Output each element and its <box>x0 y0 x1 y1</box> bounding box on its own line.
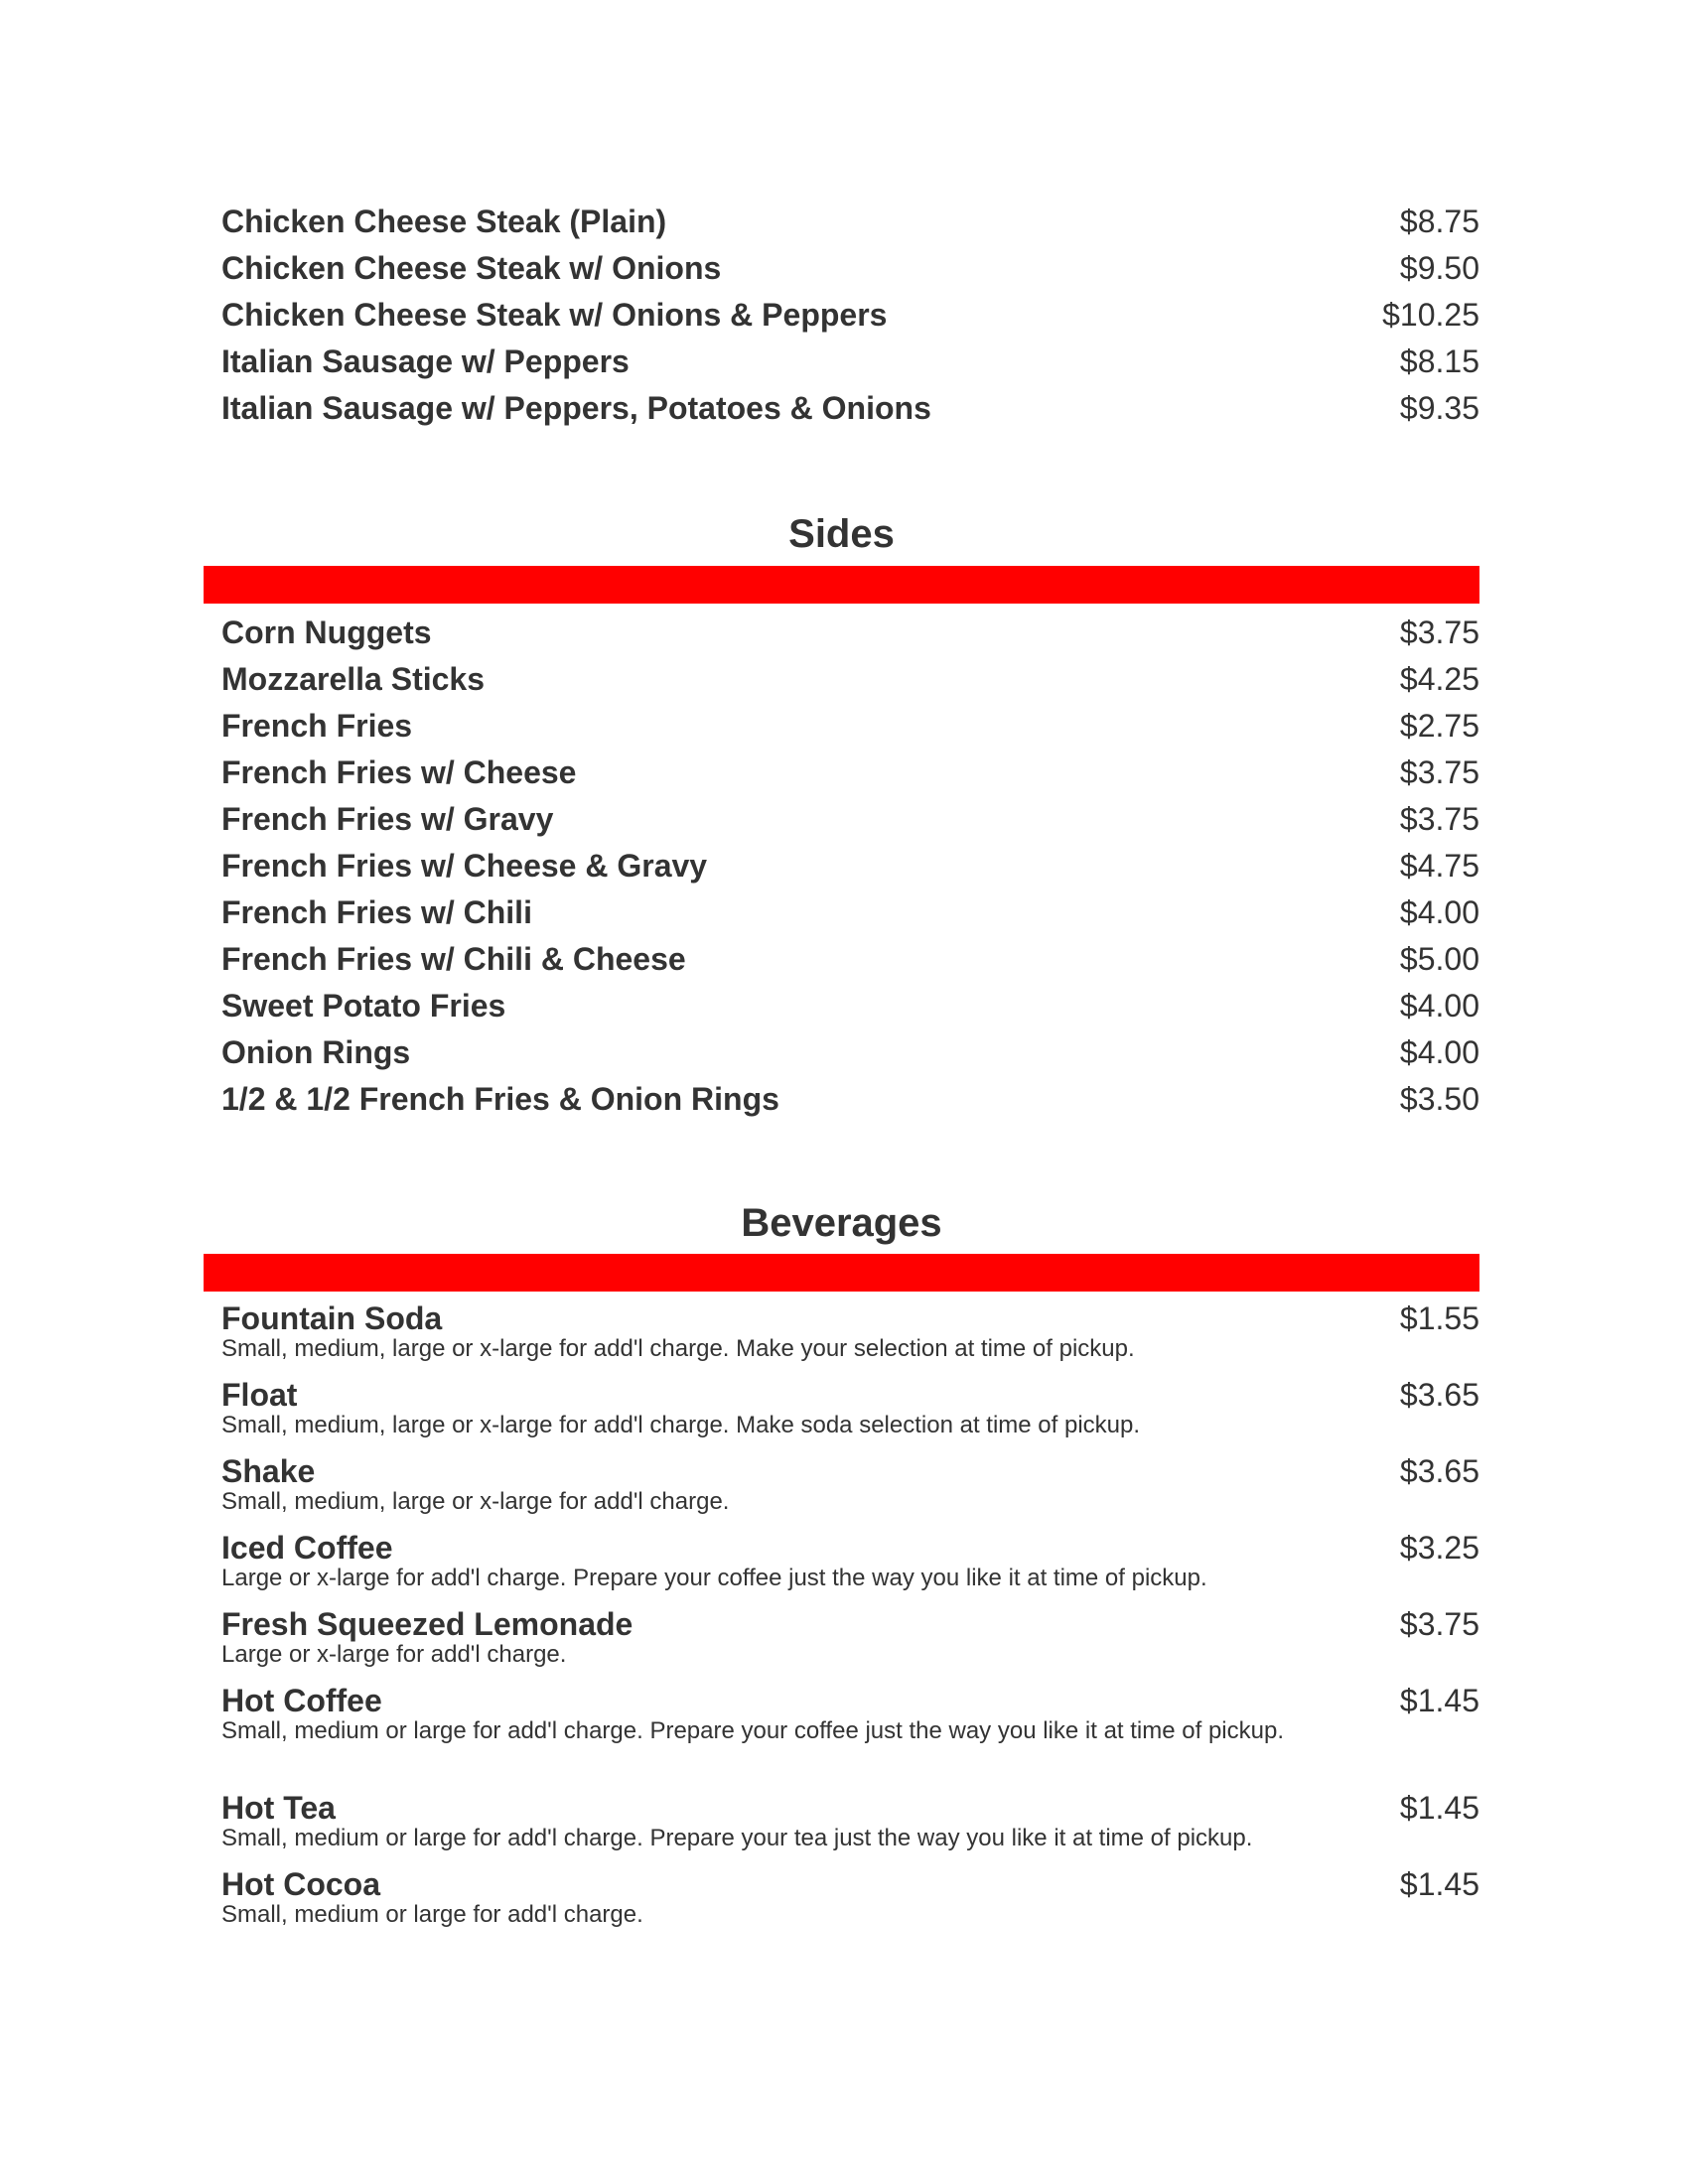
list-item <box>204 1076 1479 1123</box>
beverages-list <box>204 1298 1479 1944</box>
sides-list <box>204 610 1479 1123</box>
item-price: $4.75 <box>1399 848 1479 884</box>
beverages-heading: Beverages <box>741 1201 942 1245</box>
item-price: $8.15 <box>1399 343 1479 379</box>
item-name: Hot Tea <box>221 1790 336 1826</box>
item-name: Iced Coffee <box>221 1530 393 1566</box>
list-item <box>204 339 1479 385</box>
list-item <box>204 936 1479 983</box>
list-item <box>204 796 1479 843</box>
beverages-divider-bar <box>204 1254 1479 1292</box>
list-item <box>204 1029 1479 1076</box>
item-description: Small, medium, large or x-large for add'l charge. <box>221 1488 730 1515</box>
item-price: $3.75 <box>1399 801 1479 837</box>
item-name: French Fries w/ Chili & Cheese <box>221 941 686 977</box>
item-price: $3.25 <box>1399 1530 1479 1566</box>
item-price: $8.75 <box>1399 204 1479 239</box>
list-item <box>204 245 1479 292</box>
item-name: Hot Cocoa <box>221 1866 380 1902</box>
item-name: Corn Nuggets <box>221 614 432 650</box>
item-name: Fresh Squeezed Lemonade <box>221 1606 633 1642</box>
list-item <box>204 983 1479 1029</box>
item-name: 1/2 & 1/2 French Fries & Onion Rings <box>221 1081 779 1117</box>
item-price: $3.65 <box>1399 1377 1479 1413</box>
item-name: Hot Coffee <box>221 1683 382 1718</box>
item-price: $9.35 <box>1399 390 1479 426</box>
item-name: Italian Sausage w/ Peppers <box>221 343 630 379</box>
item-price: $2.75 <box>1399 708 1479 744</box>
item-name: Mozzarella Sticks <box>221 661 485 697</box>
item-description: Small, medium or large for add'l charge. <box>221 1901 643 1928</box>
item-price: $3.75 <box>1399 754 1479 790</box>
item-description: Small, medium, large or x-large for add'l charge. Make your selection at time of pickup. <box>221 1335 1135 1362</box>
item-name: French Fries <box>221 708 413 744</box>
item-price: $1.45 <box>1399 1790 1479 1826</box>
list-item <box>204 199 1479 245</box>
sides-heading: Sides <box>788 512 895 556</box>
item-price: $4.00 <box>1399 894 1479 930</box>
item-description: Small, medium or large for add'l charge. Prepare your coffee just the way you like it at time of pickup. <box>221 1717 1284 1744</box>
item-description: Small, medium or large for add'l charge. Prepare your tea just the way you like it at time of pickup. <box>221 1825 1253 1851</box>
item-price: $5.00 <box>1399 941 1479 977</box>
item-name: French Fries w/ Cheese & Gravy <box>221 848 708 884</box>
item-price: $4.25 <box>1399 661 1479 697</box>
item-name: French Fries w/ Gravy <box>221 801 554 837</box>
list-item <box>204 385 1479 432</box>
item-name: Sweet Potato Fries <box>221 988 506 1024</box>
sides-divider-bar <box>204 566 1479 604</box>
list-item <box>204 292 1479 339</box>
item-description: Small, medium, large or x-large for add'l charge. Make soda selection at time of pickup. <box>221 1412 1141 1438</box>
item-name: Onion Rings <box>221 1034 411 1070</box>
item-name: Italian Sausage w/ Peppers, Potatoes & Onions <box>221 390 931 426</box>
item-description: Large or x-large for add'l charge. Prepare your coffee just the way you like it at time of pickup. <box>221 1565 1207 1591</box>
list-item <box>204 610 1479 656</box>
item-price: $3.50 <box>1399 1081 1479 1117</box>
item-name: Chicken Cheese Steak w/ Onions <box>221 250 722 286</box>
item-name: Shake <box>221 1453 316 1489</box>
item-name: Float <box>221 1377 298 1413</box>
item-name: French Fries w/ Chili <box>221 894 532 930</box>
item-description: Large or x-large for add'l charge. <box>221 1641 567 1668</box>
item-price: $1.45 <box>1399 1683 1479 1718</box>
item-name: French Fries w/ Cheese <box>221 754 577 790</box>
list-item <box>204 843 1479 889</box>
item-price: $3.75 <box>1399 614 1479 650</box>
item-price: $3.65 <box>1399 1453 1479 1489</box>
list-item <box>204 656 1479 703</box>
item-price: $10.25 <box>1382 297 1479 333</box>
item-price: $1.55 <box>1399 1300 1479 1336</box>
item-name: Chicken Cheese Steak (Plain) <box>221 204 667 239</box>
item-price: $4.00 <box>1399 1034 1479 1070</box>
top-items-list <box>204 199 1479 432</box>
item-price: $9.50 <box>1399 250 1479 286</box>
list-item <box>204 889 1479 936</box>
item-price: $1.45 <box>1399 1866 1479 1902</box>
item-price: $4.00 <box>1399 988 1479 1024</box>
list-item <box>204 750 1479 796</box>
item-price: $3.75 <box>1399 1606 1479 1642</box>
list-item <box>204 703 1479 750</box>
item-name: Fountain Soda <box>221 1300 443 1336</box>
item-name: Chicken Cheese Steak w/ Onions & Peppers <box>221 297 888 333</box>
